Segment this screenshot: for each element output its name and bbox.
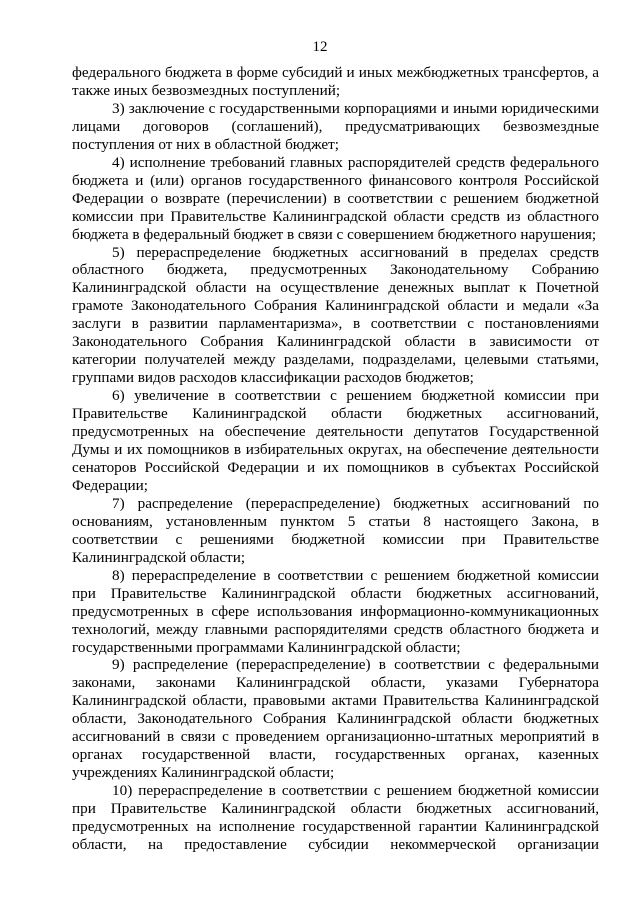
paragraph-item-7: 7) распределение (перераспределение) бюджетных ассигнований по основаниям, установленным пунктом 5 статьи 8 настоящего Закона, в соответствии с решениями бюджетной комиссии при Правительстве Калининградской области; [72, 494, 599, 566]
paragraph-continuation: федерального бюджета в форме субсидий и иных межбюджетных трансфертов, а также иных безвозмездных поступлений; [72, 64, 599, 99]
paragraph-item-3: 3) заключение с государственными корпорациями и иными юридическими лицами договоров (соглашений), предусматривающих безвозмездные поступления от них в областной бюджет; [72, 99, 599, 153]
paragraph-item-5: 5) перераспределение бюджетных ассигнований в пределах средств областного бюджета, предусмотренных Законодательному Собранию Калининградской области на осуществление денежных выплат к Почетной грамоте Законодательного Собрания Калининградской области и медали «За заслуги в развитии парламентаризма», в соответствии с постановлениями Законодательного Собрания Калининградской области в зависимости от категории получателей между разделами, подразделами, целевыми статьями, группами видов расходов классификации расходов бюджетов; [72, 243, 599, 387]
document-body [72, 64, 599, 854]
paragraph-item-4: 4) исполнение требований главных распорядителей средств федерального бюджета и (или) органов государственного финансового контроля Российской Федерации о возврате (перечислении) в соответствии с решением бюджетной комиссии при Правительстве Калининградской области средств из областного бюджета в федеральный бюджет в связи с совершением бюджетного нарушения; [72, 153, 599, 243]
paragraph-item-9: 9) распределение (перераспределение) в соответствии с федеральными законами, законами Калининградской области, указами Губернатора Калининградской области, правовыми актами Правительства Калининградской области, Законодательного Собрания Калининградской области бюджетных ассигнований в связи с проведением организационно-штатных мероприятий в органах государственной власти, государственных органах, казенных учреждениях Калининградской области; [72, 656, 599, 782]
page-number: 12 [312, 39, 328, 55]
paragraph-item-8: 8) перераспределение в соответствии с решением бюджетной комиссии при Правительстве Калининградской области бюджетных ассигнований, предусмотренных в сфере использования информационно-коммуникационных технологий, между главными распорядителями средств областного бюджета и государственными программами Калининградской области; [72, 566, 599, 656]
paragraph-item-10: 10) перераспределение в соответствии с решением бюджетной комиссии при Правительстве Калининградской области бюджетных ассигнований, предусмотренных на исполнение государственной гарантии Калининградской области, на предоставление субсидии некоммерческой организации [72, 782, 599, 853]
paragraph-item-6: 6) увеличение в соответствии с решением бюджетной комиссии при Правительстве Калининградской области бюджетных ассигнований, предусмотренных на обеспечение деятельности депутатов Государственной Думы и их помощников в избирательных округах, на обеспечение деятельности сенаторов Российской Федерации и их помощников в субъектах Российской Федерации; [72, 387, 599, 494]
